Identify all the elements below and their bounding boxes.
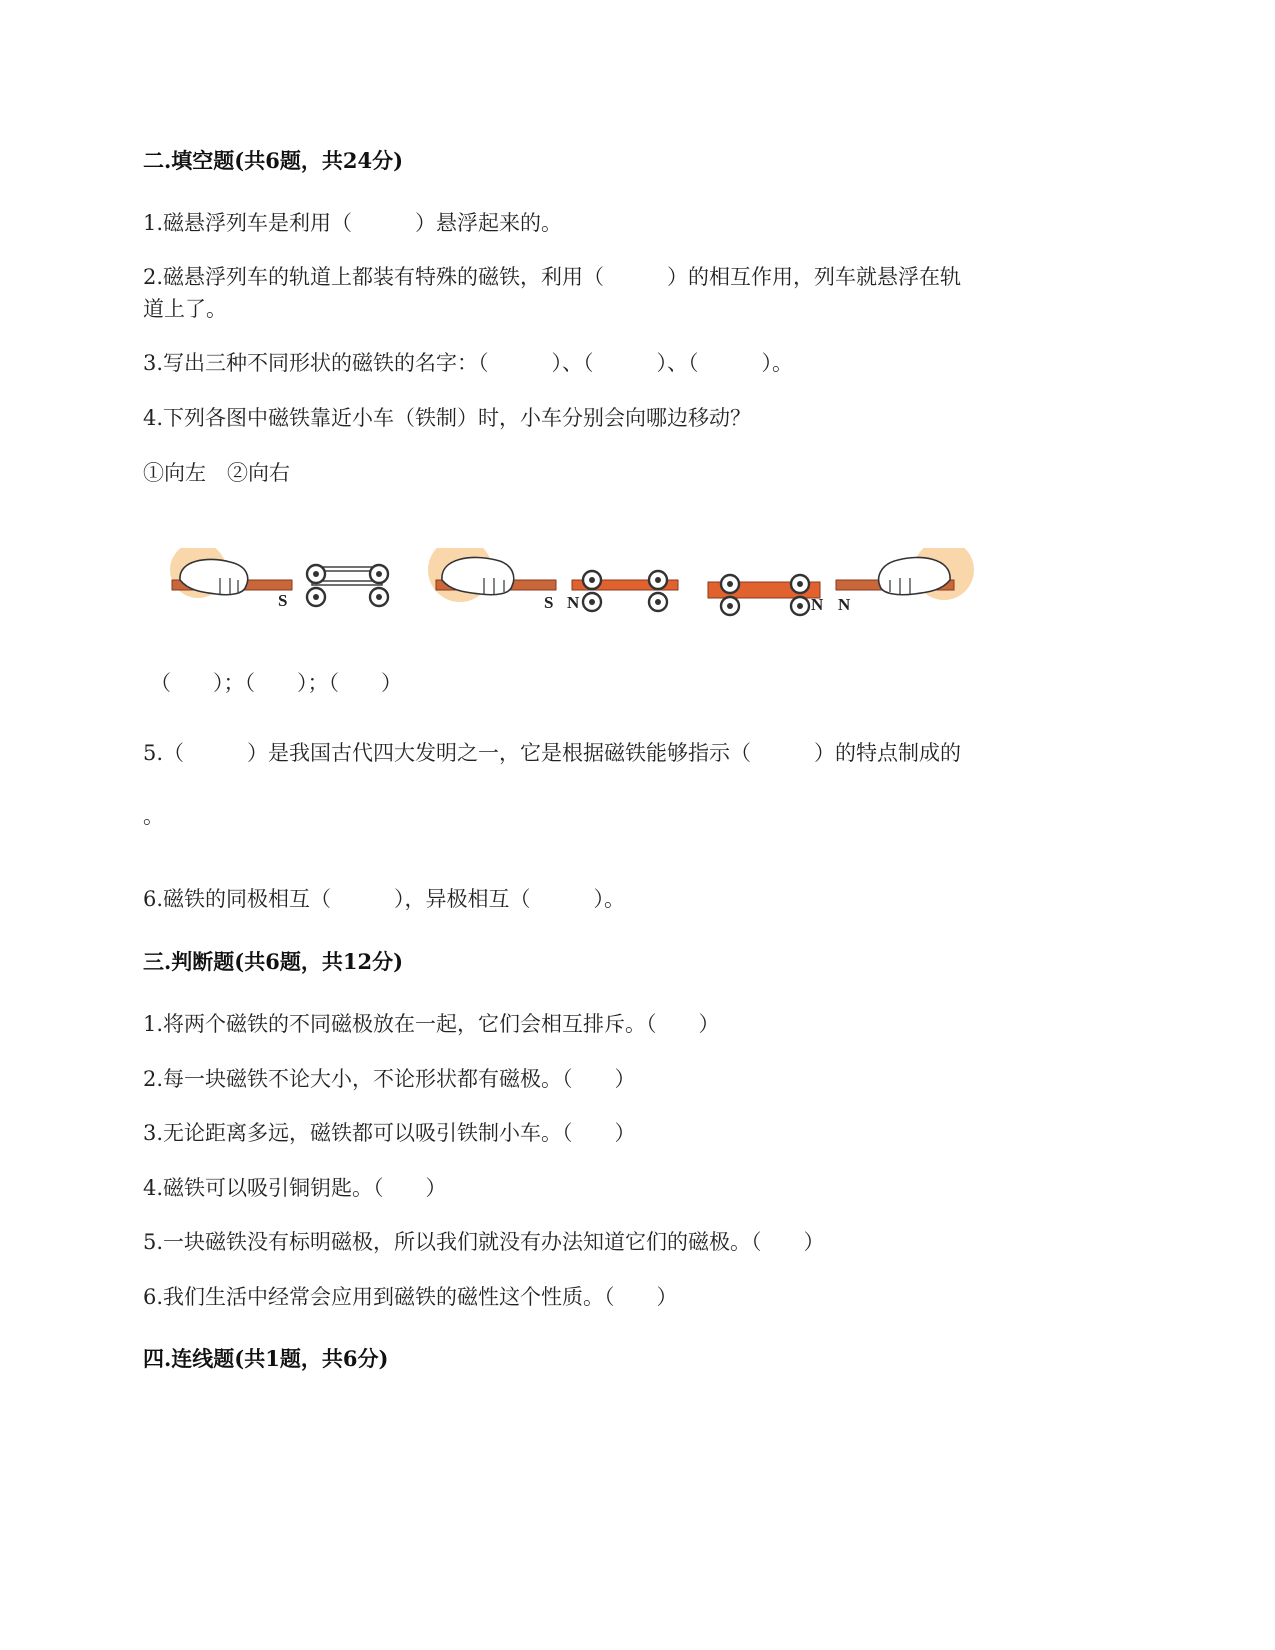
- magnet-car-figure: [160, 548, 1010, 658]
- pole-label: N: [567, 593, 580, 612]
- question-fill-5-line1: 5.（ ）是我国古代四大发明之一，它是根据磁铁能够指示（ ）的特点制成的: [143, 741, 962, 765]
- question-judge-4: 4.磁铁可以吸引铜钥匙。（ ）: [143, 1176, 447, 1200]
- pole-label: N: [838, 595, 851, 614]
- question-judge-5: 5.一块磁铁没有标明磁极，所以我们就没有办法知道它们的磁极。（ ）: [143, 1230, 825, 1254]
- question-fill-4-options: ①向左 ②向右: [143, 461, 290, 485]
- pole-label: N: [811, 595, 824, 614]
- figure-2: [428, 548, 678, 612]
- question-fill-2-line1: 2.磁悬浮列车的轨道上都装有特殊的磁铁，利用（ ）的相互作用，列车就悬浮在轨: [143, 265, 962, 289]
- wheel-icon: [583, 571, 667, 611]
- question-fill-4-answer-blanks: （ ）；（ ）；（ ）: [150, 671, 402, 695]
- question-judge-3: 3.无论距离多远，磁铁都可以吸引铁制小车。（ ）: [143, 1121, 636, 1145]
- section-heading-fill: 二.填空题(共6题，共24分): [143, 148, 404, 173]
- question-fill-5-line2: 。: [143, 804, 164, 828]
- hand: [879, 557, 951, 594]
- question-fill-3: 3.写出三种不同形状的磁铁的名字：（ ）、（ ）、（ ）。: [143, 351, 794, 375]
- pole-label: S: [544, 593, 554, 612]
- figure-3: [708, 548, 974, 615]
- question-judge-1: 1.将两个磁铁的不同磁极放在一起，它们会相互排斥。（ ）: [143, 1012, 720, 1036]
- pole-label: S: [278, 591, 288, 610]
- figure-1: [170, 548, 388, 610]
- question-fill-1: 1.磁悬浮列车是利用（ ）悬浮起来的。: [143, 211, 563, 235]
- section-heading-match: 四.连线题(共1题，共6分): [143, 1346, 389, 1371]
- section-heading-judge: 三.判断题(共6题，共12分): [143, 949, 404, 974]
- question-fill-4: 4.下列各图中磁铁靠近小车（铁制）时，小车分别会向哪边移动？: [143, 406, 752, 430]
- question-fill-6: 6.磁铁的同极相互（ ），异极相互（ ）。: [143, 887, 626, 911]
- question-judge-2: 2.每一块磁铁不论大小，不论形状都有磁极。（ ）: [143, 1067, 636, 1091]
- question-judge-6: 6.我们生活中经常会应用到磁铁的磁性这个性质。（ ）: [143, 1285, 678, 1309]
- question-fill-2-line2: 道上了。: [143, 297, 227, 321]
